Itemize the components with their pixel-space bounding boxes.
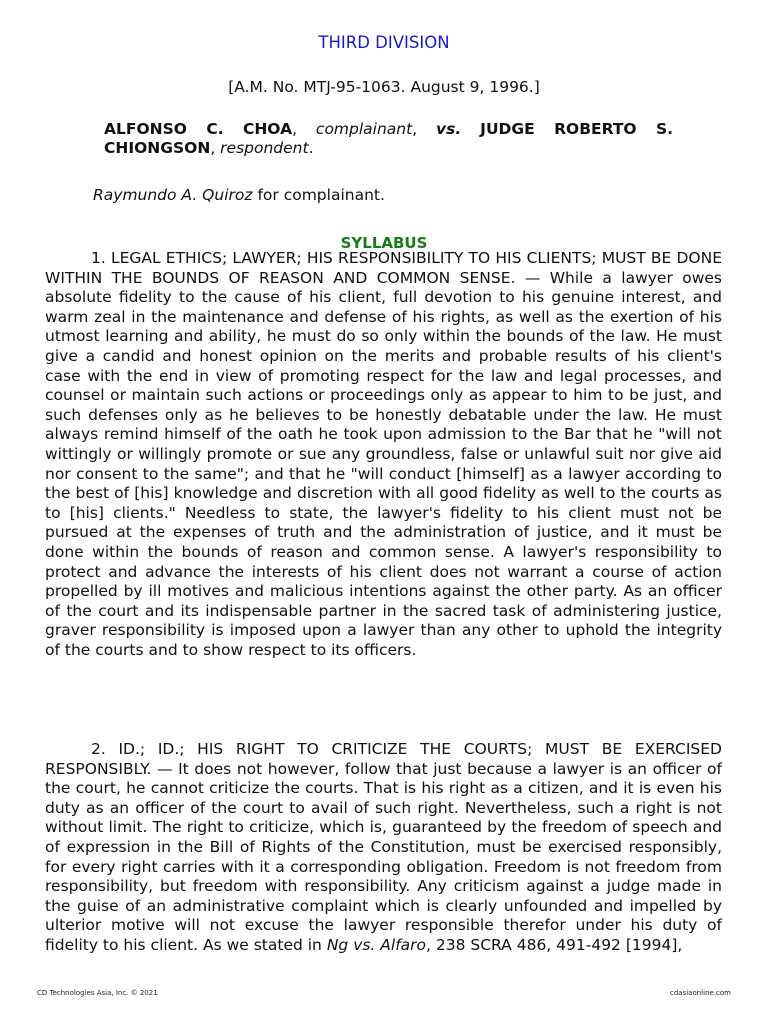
paragraph-text: 1. LEGAL ETHICS; LAWYER; HIS RESPONSIBILITY TO HIS CLIENTS; MUST BE DONE WITHIN THE BOUNDS OF REASON AND COMMON SENSE. — While a lawyer owes absolute fidelity to the cause of his client, full devotion to his genuine interest, and warm zeal in the maintenance and defense of his rights, as well as the exertion of his utmost learning and ability, he must do so only within the bounds of the law. He must give a candid and honest opinion on the merits and probable results of his client's case with the end in view of promoting respect for the law and legal processes, and counsel or maintain such actions or proceedings only as appear to him to be just, and such defenses only as he believes to be honestly debatable under the law. He must always remind himself of the oath he took upon admission to the Bar that he "will not wittingly or willingly promote or sue any groundless, false or unlawful suit nor give aid nor consent to the same"; and that he "will conduct [himself] as a lawyer according to the best of [his] knowledge and discretion with all good fidelity as well to the courts as to [his] clients." Needless to state, the lawyer's fidelity to his client must not be pursued at the expenses of truth and the administration of justice, and it must be done within the bounds of reason and common sense. A lawyer's responsibility to protect and advance the interests of his client does not warrant a course of action propelled by ill motives and malicious intentions against the other party. As an officer of the court and its indispensable partner in the sacred task of administering justice, graver responsibility is imposed upon a lawyer than any other to uphold the integrity of the courts and to show respect to its officers. [45, 249, 722, 659]
case-reference: Ng vs. Alfaro [326, 935, 427, 954]
complainant-name: ALFONSO C. CHOA [104, 120, 293, 138]
respondent-role: respondent [220, 139, 309, 157]
counsel-text: for complainant. [257, 186, 385, 204]
counsel-line [93, 186, 385, 204]
case-citation: [A.M. No. MTJ-95-1063. August 9, 1996.] [228, 78, 540, 96]
case-parties: ALFONSO C. CHOA, complainant, vs. JUDGE ROBERTO S. CHIONGSON, respondent. [104, 120, 674, 157]
syllabus-heading: SYLLABUS [340, 234, 428, 252]
paragraph-2-end: , 238 SCRA 486, 491-492 [1994], [426, 935, 683, 954]
division-heading: THIRD DIVISION [318, 33, 450, 52]
respondent-name: JUDGE ROBERTO S. CHIONGSON [104, 120, 674, 157]
complainant-role: complainant [315, 120, 413, 138]
footer-copyright: CD Technologies Asia, Inc. © 2021 [37, 989, 158, 997]
counsel-name: Raymundo A. Quiroz [93, 186, 253, 204]
footer-website: cdasiaonline.com [670, 989, 731, 997]
syllabus-paragraph-1 [45, 249, 722, 660]
paragraph-2-start: 2. ID.; ID.; HIS RIGHT TO CRITICIZE THE COURTS; MUST BE EXERCISED RESPONSIBLY. — It does not however, follow that just because a lawyer is an officer of the court, he cannot criticize the courts. That is his right as a citizen, and it is even his duty as an officer of the court to avail of such right. Nevertheless, such a right is not without limit. The right to criticize, which is, guaranteed by the freedom of speech and of expression in the Bill of Rights of the Constitution, must be exercised responsibly, for every right carries with it a corresponding obligation. Freedom is not freedom from responsibility, but freedom with responsibility. Any criticism against a judge made in the guise of an administrative complaint which is clearly unfounded and impelled by ulterior motive will not excuse the lawyer responsible therefor under his duty of fidelity to his client. As we stated in [45, 740, 722, 954]
syllabus-paragraph-2 [45, 740, 722, 956]
paragraph-text-2 [45, 740, 722, 956]
versus-label: vs. [436, 120, 462, 138]
